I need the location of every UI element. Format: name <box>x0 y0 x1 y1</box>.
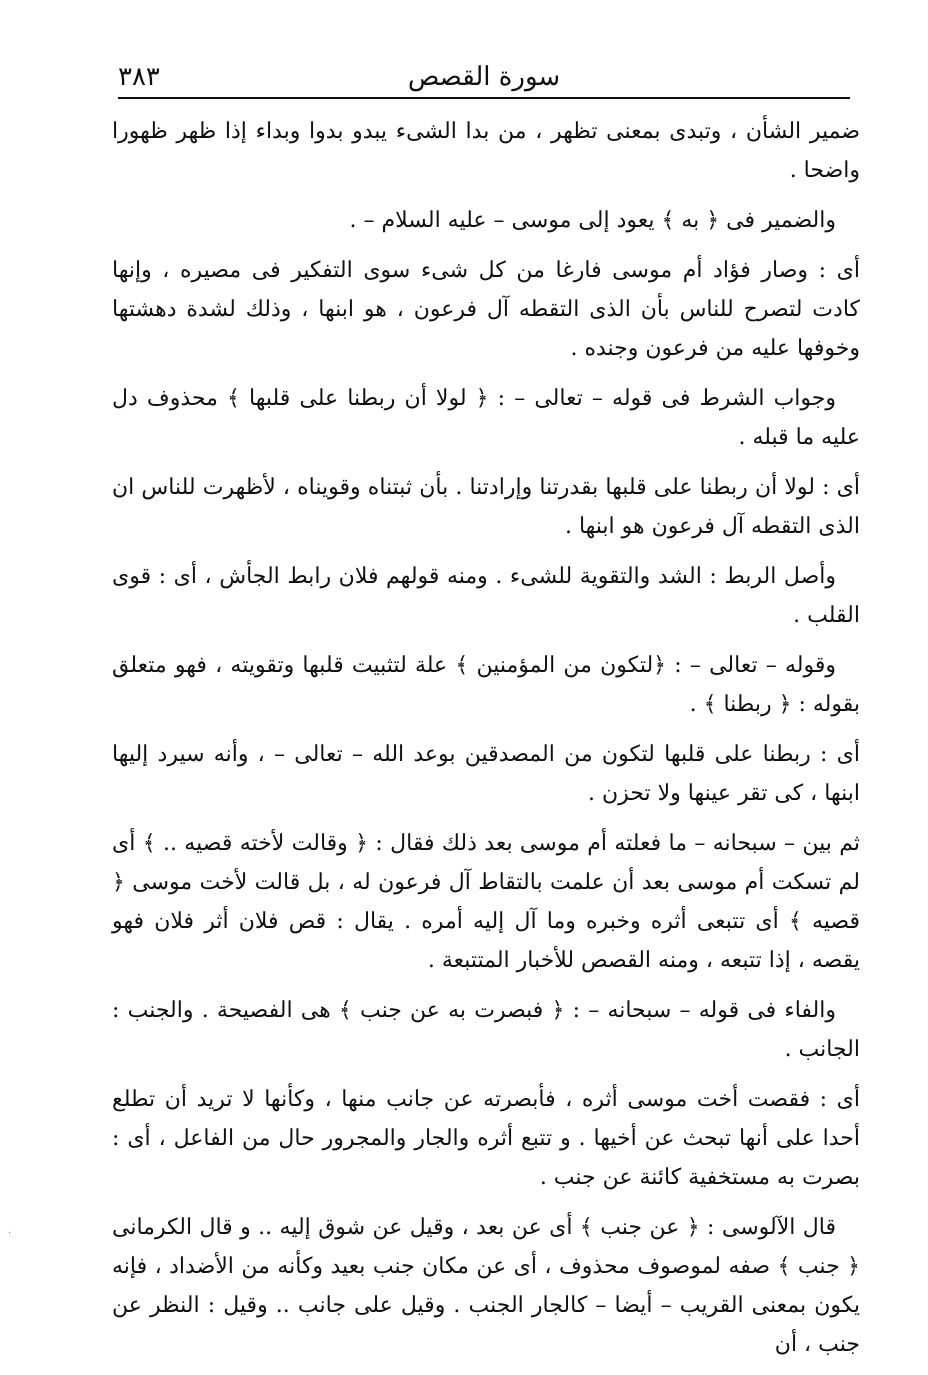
paragraph: أى : وصار فؤاد أم موسى فارغا من كل شىء سوى التفكير فى مصيره ، وإنها كادت لتصرح للناس بأن الذى التقطه آل فرعون ، هو ابنها ، وذلك لشدة دهشتها وخوفها عليه من فرعون وجنده . <box>112 258 860 361</box>
paragraph: والضمير فى ﴿ به ﴾ يعود إلى موسى – عليه السلام – . <box>349 208 836 233</box>
paragraph: أى : فقصت أخت موسى أثره ، فأبصرته عن جانب منها ، وكأنها لا تريد أن تطلع أحدا على أنها تبحث عن أخيها . و تتبع أثره والجار والمجرور حال من الفاعل ، أى : بصرت به مستخفية كائنة عن جنب . <box>112 1087 860 1190</box>
paragraph: وأصل الربط : الشد والتقوية للشىء . ومنه قولهم فلان رابط الجأش ، أى : قوى القلب . <box>112 564 860 628</box>
page-header <box>118 58 850 98</box>
paragraph: وجواب الشرط فى قوله – تعالى – : ﴿ لولا أن ربطنا على قلبها ﴾ محذوف دل عليه ما قبله . <box>112 386 860 450</box>
paragraph: ثم بين – سبحانه – ما فعلته أم موسى بعد ذلك فقال : ﴿ وقالت لأخته قصيه .. ﴾ أى لم تسكت أم موسى بعد أن علمت بالتقاط آل فرعون له ، بل قالت لأخت موسى ﴿ قصيه ﴾ أى تتبعى أثره وخبره وما آل إليه أمره . يقال : قص فلان أثر فلان فهو يقصه ، إذا تتبعه ، ومنه القصص للأخبار المتتبعة . <box>112 831 860 973</box>
paragraph: ضمير الشأن ، وتبدى بمعنى تظهر ، من بدا الشىء يبدو بدوا وبداء إذا ظهر ظهورا واضحا . <box>112 119 860 183</box>
page-body <box>112 112 860 1375</box>
scan-speck: · <box>8 1228 12 1239</box>
header-rule <box>118 97 850 99</box>
paragraph: قال الآلوسى : ﴿ عن جنب ﴾ أى عن بعد ، وقيل عن شوق إليه .. و قال الكرمانى ﴿ جنب ﴾ صفه لموصوف محذوف ، أى عن مكان جنب بعيد وكأنه من الأضداد ، فإنه يكون بمعنى القريب – أيضا – كالجار الجنب . وقيل على جانب .. وقيل : النظر عن جنب ، أن <box>112 1215 860 1357</box>
paragraph: والفاء فى قوله – سبحانه – : ﴿ فبصرت به عن جنب ﴾ هى الفصيحة . والجنب : الجانب . <box>112 998 860 1062</box>
paragraph: وقوله – تعالى – : ﴿لتكون من المؤمنين ﴾ علة لتثبيت قلبها وتقويته ، فهو متعلق بقوله : ﴿ ربطنا ﴾ . <box>112 653 860 717</box>
paragraph: أى : ربطنا على قلبها لتكون من المصدقين بوعد الله – تعالى – ، وأنه سيرد إليها ابنها ، كى تقر عينها ولا تحزن . <box>112 742 860 806</box>
page-number: ٣٨٣ <box>118 62 160 92</box>
paragraph: أى : لولا أن ربطنا على قلبها بقدرتنا وإرادتنا . بأن ثبتناه وقويناه ، لأظهرت للناس ان الذى التقطه آل فرعون هو ابنها . <box>112 475 860 539</box>
page-title: سورة القصص <box>407 62 561 92</box>
